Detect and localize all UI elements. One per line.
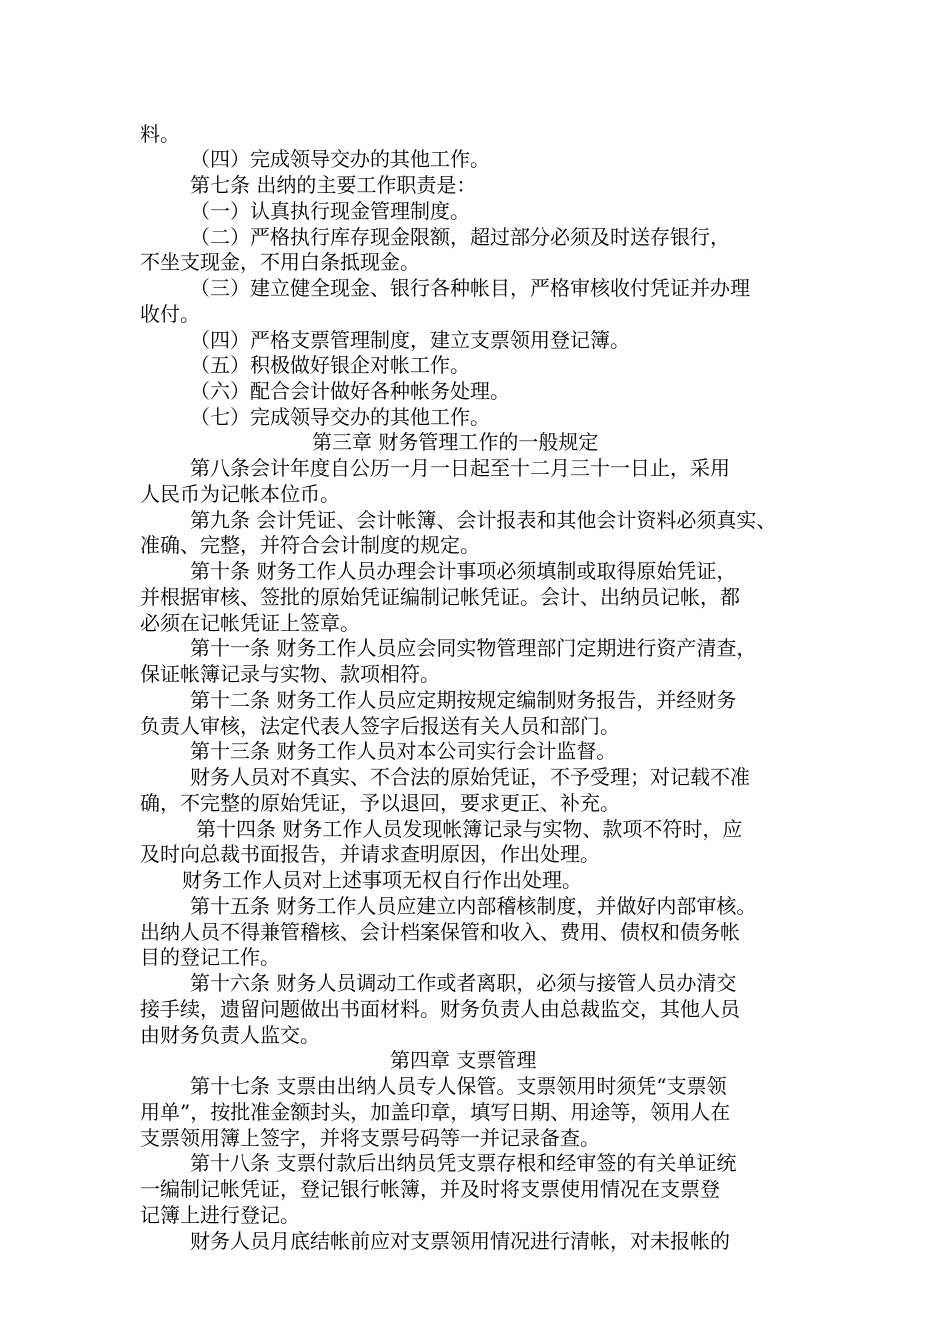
text-line: 第十三条 财务工作人员对本公司实行会计监督。: [190, 739, 617, 763]
text-line: 用单”，按批准金额封头，加盖印章，填写日期、用途等，领用人在: [140, 1100, 731, 1124]
text-line: （三）建立健全现金、银行各种帐目，严格审核收付凭证并办理: [190, 276, 750, 300]
text-line: （二）严格执行库存现金限额，超过部分必须及时送存银行，: [190, 225, 730, 249]
text-line: 记簿上进行登记。: [140, 1203, 300, 1227]
text-line: （五）积极做好银企对帐工作。: [190, 353, 470, 377]
text-line: 第十六条 财务人员调动工作或者离职，必须与接管人员办清交: [190, 971, 737, 995]
chapter-heading: 第三章 财务管理工作的一般规定: [312, 430, 599, 454]
text-line: （四）严格支票管理制度，建立支票领用登记簿。: [190, 328, 630, 352]
text-line: 财务人员对不真实、不合法的原始凭证，不予受理；对记载不准: [190, 765, 750, 789]
text-line: 负责人审核，法定代表人签字后报送有关人员和部门。: [140, 714, 620, 738]
text-line: 财务工作人员对上述事项无权自行作出处理。: [182, 868, 582, 892]
text-line: 收付。: [140, 302, 200, 326]
text-line: 人民币为记帐本位币。: [140, 482, 340, 506]
text-line: 确，不完整的原始凭证，予以退回，要求更正、补充。: [140, 791, 620, 815]
text-line: 第十条 财务工作人员办理会计事项必须填制或取得原始凭证，: [190, 559, 737, 583]
text-line: （六）配合会计做好各种帐务处理。: [190, 379, 510, 403]
text-line: 目的登记工作。: [140, 945, 280, 969]
text-line: 出纳人员不得兼管稽核、会计档案保管和收入、费用、债权和债务帐: [140, 920, 740, 944]
text-line: （一）认真执行现金管理制度。: [190, 199, 470, 223]
text-line: （七）完成领导交办的其他工作。: [190, 405, 490, 429]
text-line: 第九条 会计凭证、会计帐簿、会计报表和其他会计资料必须真实、: [190, 508, 777, 532]
text-line: 准确、完整，并符合会计制度的规定。: [140, 533, 480, 557]
text-line: 并根据审核、签批的原始凭证编制记帐凭证。会计、出纳员记帐，都: [140, 585, 740, 609]
text-line: 第七条 出纳的主要工作职责是：: [190, 173, 477, 197]
text-line: 第十四条 财务工作人员发现帐簿记录与实物、款项不符时，应: [196, 817, 743, 841]
text-line: 由财务负责人监交。: [140, 1023, 320, 1047]
text-line: 支票领用簿上签字，并将支票号码等一并记录备查。: [140, 1126, 600, 1150]
text-line: 第十八条 支票付款后出纳员凭支票存根和经审签的有关单证统: [190, 1151, 737, 1175]
text-line: （四）完成领导交办的其他工作。: [190, 147, 490, 171]
text-line: 第十一条 财务工作人员应会同实物管理部门定期进行资产清查，: [190, 636, 757, 660]
chapter-heading: 第四章 支票管理: [390, 1048, 537, 1072]
text-line: 第八条会计年度自公历一月一日起至十二月三十一日止，采用: [190, 456, 730, 480]
text-line: 财务人员月底结帐前应对支票领用情况进行清帐，对未报帐的: [190, 1229, 730, 1253]
text-line: 第十七条 支票由出纳人员专人保管。支票领用时须凭“支票领: [190, 1074, 727, 1098]
text-line: 料。: [140, 122, 180, 146]
text-line: 接手续，遗留问题做出书面材料。财务负责人由总裁监交，其他人员: [140, 997, 740, 1021]
text-line: 一编制记帐凭证，登记银行帐簿，并及时将支票使用情况在支票登: [140, 1177, 720, 1201]
text-line: 第十二条 财务工作人员应定期按规定编制财务报告，并经财务: [190, 688, 737, 712]
text-line: 不坐支现金，不用白条抵现金。: [140, 250, 420, 274]
text-line: 保证帐簿记录与实物、款项相符。: [140, 662, 440, 686]
text-line: 第十五条 财务工作人员应建立内部稽核制度，并做好内部审核。: [190, 894, 757, 918]
text-line: 及时向总裁书面报告，并请求查明原因，作出处理。: [140, 842, 600, 866]
text-line: 必须在记帐凭证上签章。: [140, 611, 360, 635]
